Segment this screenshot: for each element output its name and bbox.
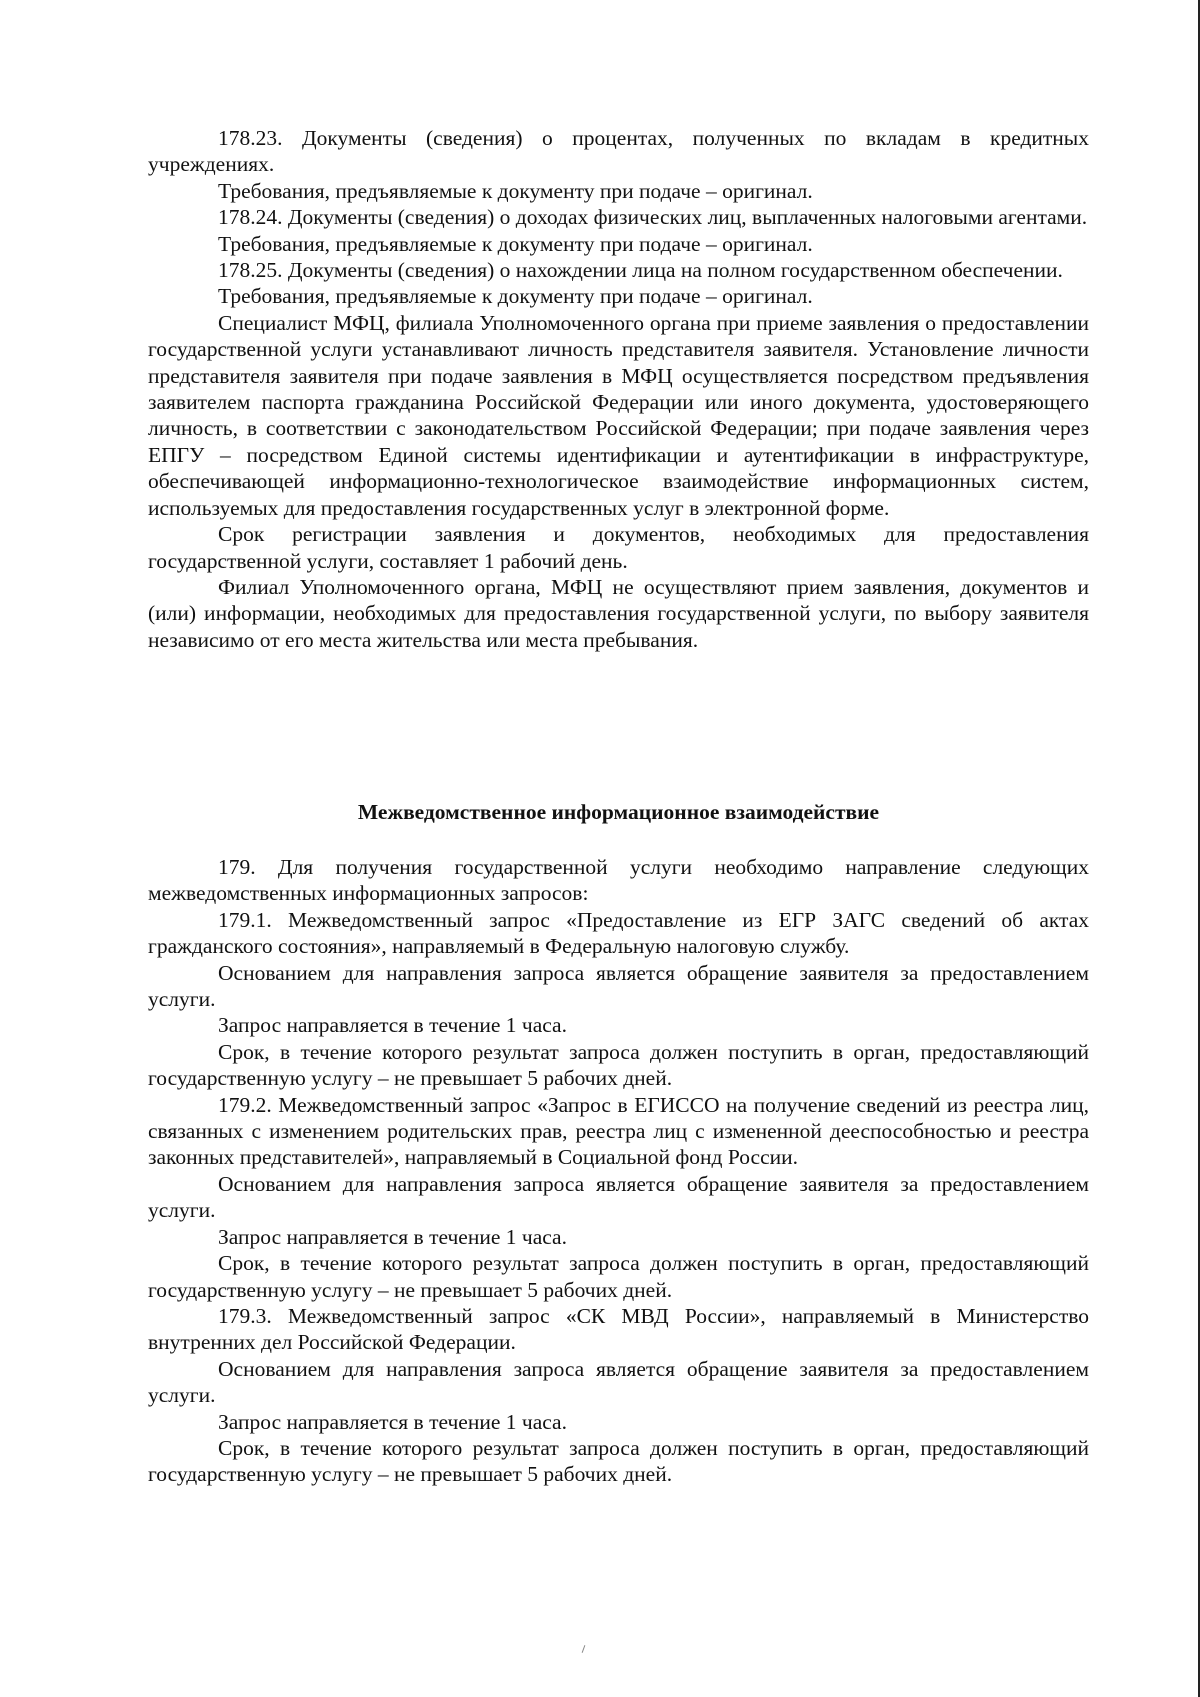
scan-speck: [582, 1645, 586, 1653]
paragraph-response-term: Срок, в течение которого результат запроса должен поступить в орган, предоставляющий государственную услугу – не превышает 5 рабочих дней.: [148, 1435, 1089, 1487]
paragraph-extraterritorial: Филиал Уполномоченного органа, МФЦ не осуществляют прием заявления, документов и (или) информации, необходимых для предоставления государственной услуги, по выбору заявителя независимо от его места жительства или места пребывания.: [148, 574, 1089, 652]
bottom-text-block: [148, 854, 1089, 1488]
paragraph-response-term: Срок, в течение которого результат запроса должен поступить в орган, предоставляющий государственную услугу – не превышает 5 рабочих дней.: [148, 1039, 1089, 1091]
paragraph-requirement: Требования, предъявляемые к документу при подаче – оригинал.: [218, 284, 813, 309]
paragraph-request-time: Запрос направляется в течение 1 часа.: [218, 1013, 567, 1038]
paragraph-179-1: 179.1. Межведомственный запрос «Предоставление из ЕГР ЗАГС сведений об актах гражданского состояния», направляемый в Федеральную налоговую службу.: [148, 907, 1089, 959]
paragraph-179-3: 179.3. Межведомственный запрос «СК МВД России», направляемый в Министерство внутренних дел Российской Федерации.: [148, 1303, 1089, 1355]
paragraph-basis: Основанием для направления запроса является обращение заявителя за предоставлением услуги.: [148, 1171, 1089, 1223]
paragraph-registration-term: Срок регистрации заявления и документов, необходимых для предоставления государственной услуги, составляет 1 рабочий день.: [148, 522, 1089, 573]
top-text-block: [148, 125, 1089, 653]
paragraph-identity-verification: Специалист МФЦ, филиала Уполномоченного органа при приеме заявления о предоставлении государственной услуги устанавливают личность представителя заявителя. Установление личности представителя заявителя при подаче заявления в МФЦ осуществляется посредством предъявления заявителем паспорта гражданина Российской Федерации или иного документа, удостоверяющего личность, в соответствии с законодательством Российской Федерации; при подаче заявления через ЕПГУ – посредством Единой системы идентификации и аутентификации в инфраструктуре, обеспечивающей информационно-технологическое взаимодействие информационных систем, используемых для предоставления государственных услуг в электронной форме.: [148, 310, 1089, 520]
paragraph-request-time: Запрос направляется в течение 1 часа.: [218, 1224, 567, 1249]
paragraph-179: 179. Для получения государственной услуги необходимо направление следующих межведомственных информационных запросов:: [148, 855, 1089, 906]
paragraph-178-25: 178.25. Документы (сведения) о нахождении лица на полном государственном обеспечении.: [218, 258, 1063, 283]
paragraph-requirement: Требования, предъявляемые к документу при подаче – оригинал.: [218, 178, 813, 203]
paragraph-178-23: 178.23. Документы (сведения) о процентах, полученных по вкладам в кредитных учреждениях.: [148, 126, 1089, 177]
paragraph-request-time: Запрос направляется в течение 1 часа.: [218, 1409, 567, 1434]
paragraph-basis: Основанием для направления запроса является обращение заявителя за предоставлением услуги.: [148, 1356, 1089, 1408]
paragraph-179-2: 179.2. Межведомственный запрос «Запрос в ЕГИССО на получение сведений из реестра лиц, связанных с изменением родительских прав, реестра лиц с измененной дееспособностью и реестра законных представителей», направляемый в Социальной фонд России.: [148, 1092, 1089, 1170]
paragraph-requirement: Требования, предъявляемые к документу при подаче – оригинал.: [218, 231, 813, 256]
paragraph-178-24: 178.24. Документы (сведения) о доходах физических лиц, выплаченных налоговыми агентами.: [218, 205, 1088, 230]
paragraph-basis: Основанием для направления запроса является обращение заявителя за предоставлением услуги.: [148, 960, 1089, 1012]
section-heading: Межведомственное информационное взаимодействие: [357, 800, 880, 824]
paragraph-response-term: Срок, в течение которого результат запроса должен поступить в орган, предоставляющий государственную услугу – не превышает 5 рабочих дней.: [148, 1251, 1089, 1302]
